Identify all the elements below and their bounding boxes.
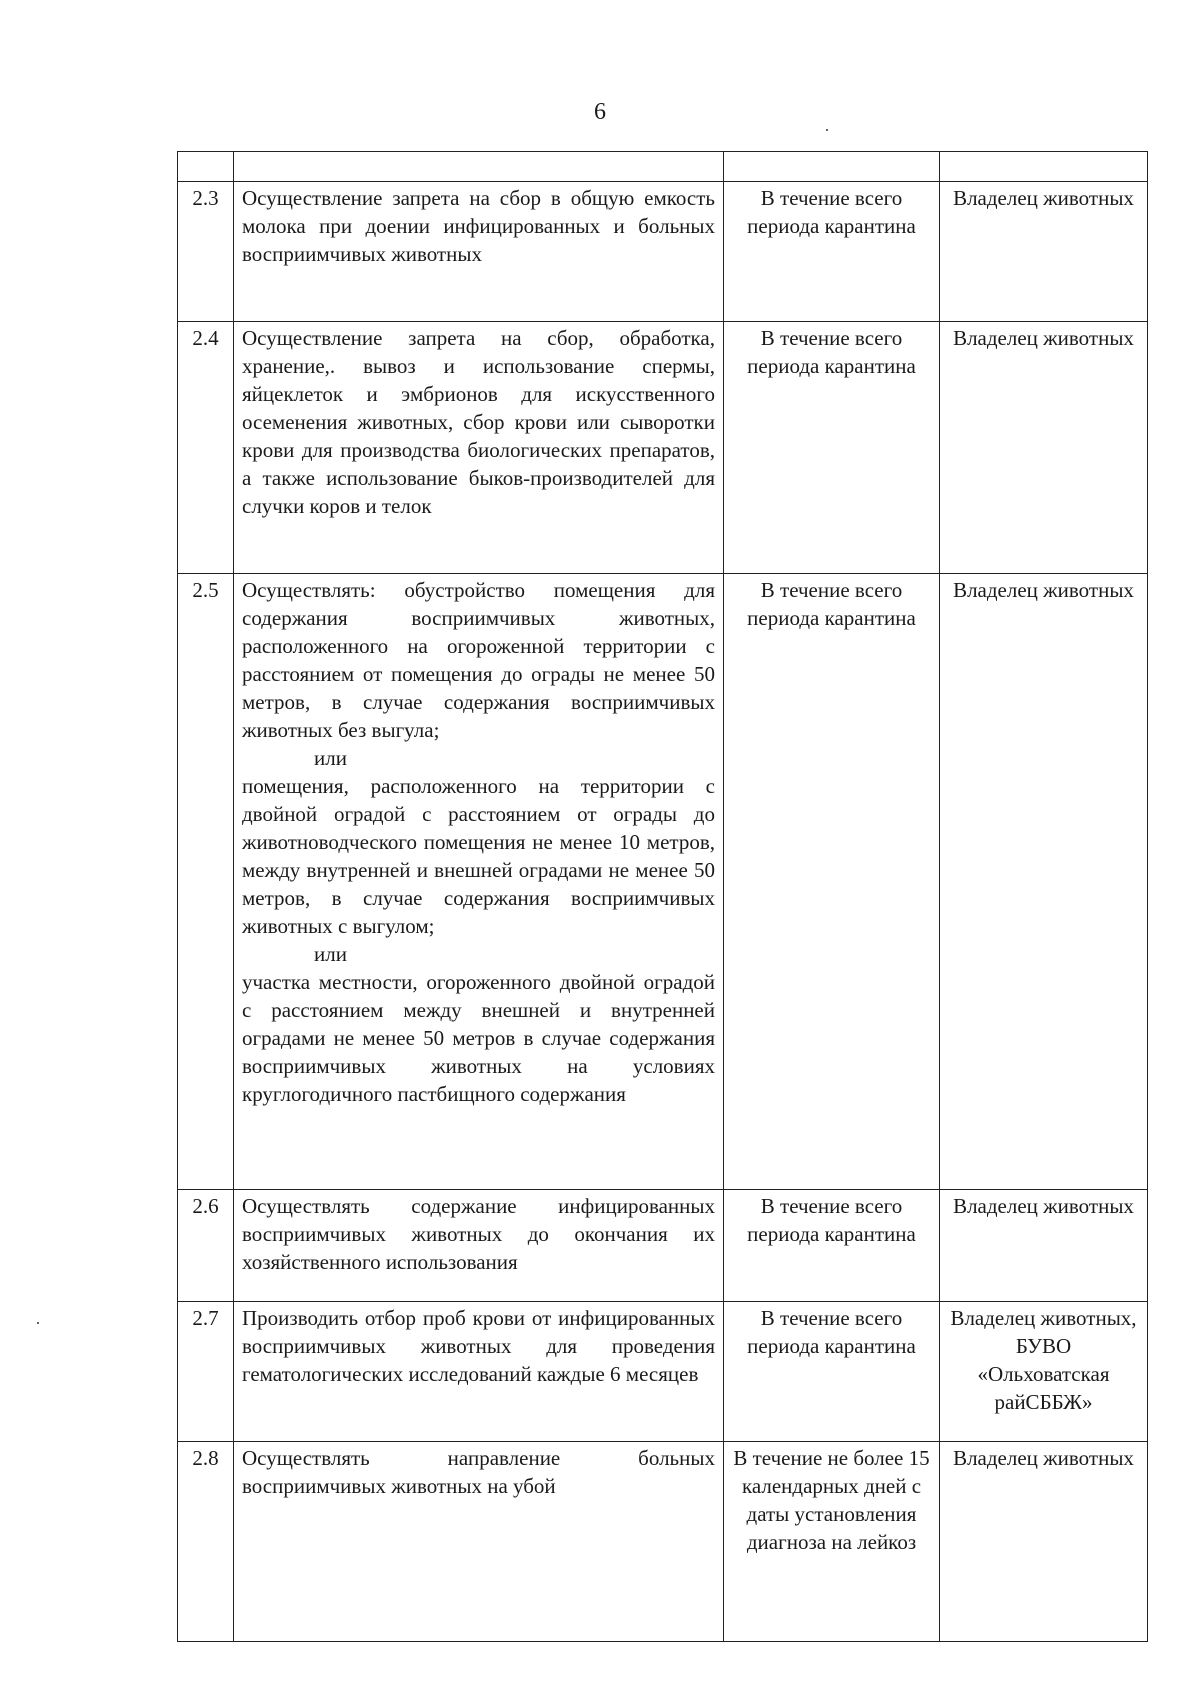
row-number: 2.5 [178, 574, 234, 1190]
or-separator: или [314, 746, 347, 770]
row-term: В течение всего периода карантина [724, 322, 940, 574]
row-responsible: Владелец животных [940, 322, 1148, 574]
table-row [178, 322, 1148, 574]
row-action: Осуществление запрета на сбор, обработка, хранение,. вывоз и использование спермы, яйцеклеток и эмбрионов для искусственного осеменения животных, сбор крови или сыворотки крови для производства биологических препаратов, а также использование быков-производителей для случки коров и телок [234, 322, 724, 574]
header-cell [234, 152, 724, 182]
row-action [234, 574, 724, 1190]
action-paragraph: помещения, расположенного на территории с двойной оградой с расстоянием от ограды до животноводческого помещения не менее 10 метров, между внутренней и внешней оградами не менее 50 метров, в случае содержания восприимчивых животных с выгулом; [242, 774, 715, 938]
row-action: Осуществление запрета на сбор в общую емкость молока при доении инфицированных и больных восприимчивых животных [234, 182, 724, 322]
table-row [178, 1190, 1148, 1302]
row-responsible: Владелец животных, БУВО «Ольховатская райСББЖ» [940, 1302, 1148, 1442]
header-cell [940, 152, 1148, 182]
row-responsible: Владелец животных [940, 182, 1148, 322]
row-responsible: Владелец животных [940, 1190, 1148, 1302]
row-action: Осуществлять содержание инфицированных восприимчивых животных до окончания их хозяйственного использования [234, 1190, 724, 1302]
row-term: В течение всего периода карантина [724, 1190, 940, 1302]
action-paragraph: Осуществлять: обустройство помещения для содержания восприимчивых животных, расположенного на огороженной территории с расстоянием от помещения до ограды не менее 50 метров, в случае содержания восприимчивых животных без выгула; [242, 578, 715, 742]
table-row [178, 1442, 1148, 1642]
table-row [178, 1302, 1148, 1442]
measures-table [177, 151, 1148, 1642]
row-number: 2.3 [178, 182, 234, 322]
row-responsible: Владелец животных [940, 1442, 1148, 1642]
table-header-row [178, 152, 1148, 182]
row-term: В течение всего периода карантина [724, 182, 940, 322]
table-row [178, 574, 1148, 1190]
row-term: В течение всего периода карантина [724, 1302, 940, 1442]
table-row [178, 182, 1148, 322]
action-paragraph: участка местности, огороженного двойной оградой с расстоянием между внешней и внутренней оградами не менее 50 метров в случае содержания восприимчивых животных на условиях круглогодичного пастбищного содержания [242, 970, 715, 1106]
row-action: Производить отбор проб крови от инфицированных восприимчивых животных для проведения гематологических исследований каждые 6 месяцев [234, 1302, 724, 1442]
row-number: 2.4 [178, 322, 234, 574]
row-term: В течение не более 15 календарных дней с даты установления диагноза на лейкоз [724, 1442, 940, 1642]
or-separator: или [314, 942, 347, 966]
page-number: 6 [594, 99, 606, 125]
scan-speck [37, 1322, 39, 1324]
row-term: В течение всего периода карантина [724, 574, 940, 1190]
header-cell [178, 152, 234, 182]
scan-speck [826, 129, 828, 131]
row-number: 2.8 [178, 1442, 234, 1642]
row-responsible: Владелец животных [940, 574, 1148, 1190]
row-number: 2.7 [178, 1302, 234, 1442]
row-action: Осуществлять направление больных восприимчивых животных на убой [234, 1442, 724, 1642]
header-cell [724, 152, 940, 182]
row-number: 2.6 [178, 1190, 234, 1302]
